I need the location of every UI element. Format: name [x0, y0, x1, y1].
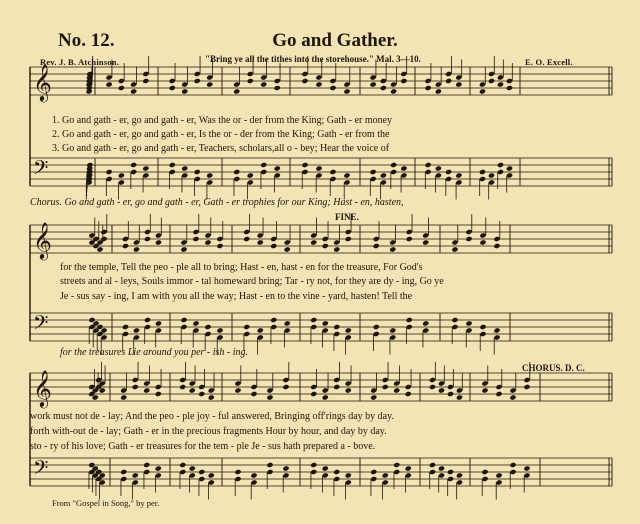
- hymn-number: No. 12.: [58, 30, 115, 51]
- svg-text:𝄢: 𝄢: [33, 156, 49, 184]
- system2-verse1: for the temple, Tell the peo - ple all to bring; Hast - en, hast - en for the treasure, For God's: [60, 262, 423, 273]
- hymn-title: Go and Gather.: [272, 30, 398, 51]
- system2-chorus: for the treasures Lie around you per - ish - ing.: [60, 347, 249, 358]
- svg-text:𝄢: 𝄢: [33, 311, 49, 339]
- svg-text:𝄢: 𝄢: [33, 456, 49, 484]
- system3-verse1: work must not de - lay; And the peo - ple joy - ful answered, Bringing off'rings day by day.: [30, 411, 394, 422]
- system1-verse2: 2. Go and gath - er, go and gath - er, Is the or - der from the King; Gath - er from the: [52, 129, 390, 140]
- system2-verse2: streets and al - leys, Souls immor - tal homeward bring; Tar - ry not, for they are dy - ing, Go ye: [60, 276, 444, 287]
- svg-text:𝄞: 𝄞: [33, 221, 52, 259]
- svg-text:𝄞: 𝄞: [33, 63, 52, 101]
- system1-verse1: 1. Go and gath - er, go and gath - er, Was the or - der from the King; Gath - er money: [52, 115, 393, 126]
- fine-mark: FINE.: [335, 212, 359, 222]
- scripture-epigraph: "Bring ye all the tithes into the storehouse." Mal. 3—10.: [205, 54, 421, 64]
- svg-text:𝄞: 𝄞: [33, 369, 52, 407]
- chorus-dc-mark: CHORUS. D. C.: [522, 363, 585, 373]
- system3-verse2: forth with-out de - lay; Gath - er in the precious fragments Hour by hour, and day by day.: [30, 426, 387, 437]
- system1-chorus: Chorus. Go and gath - er, go and gath - er, Gath - er trophies for our King; Hast - en, hasten,: [30, 197, 404, 208]
- system3-verse3: sto - ry of his love; Gath - er treasures for the tem - ple Je - sus hath prepared a - bove.: [30, 441, 376, 452]
- lyricist-credit: Rev. J. B. Atchinson.: [40, 57, 120, 67]
- source-credit: From "Gospel in Song," by per.: [52, 498, 160, 508]
- system1-verse3: 3. Go and gath - er, go and gath - er, Teachers, scholars,all o - bey; Hear the voice of: [52, 143, 390, 154]
- system2-verse3: Je - sus say - ing, I am with you all the way; Hast - en to the vine - yard, hasten! Tell the: [60, 291, 413, 302]
- composer-credit: E. O. Excell.: [525, 57, 573, 67]
